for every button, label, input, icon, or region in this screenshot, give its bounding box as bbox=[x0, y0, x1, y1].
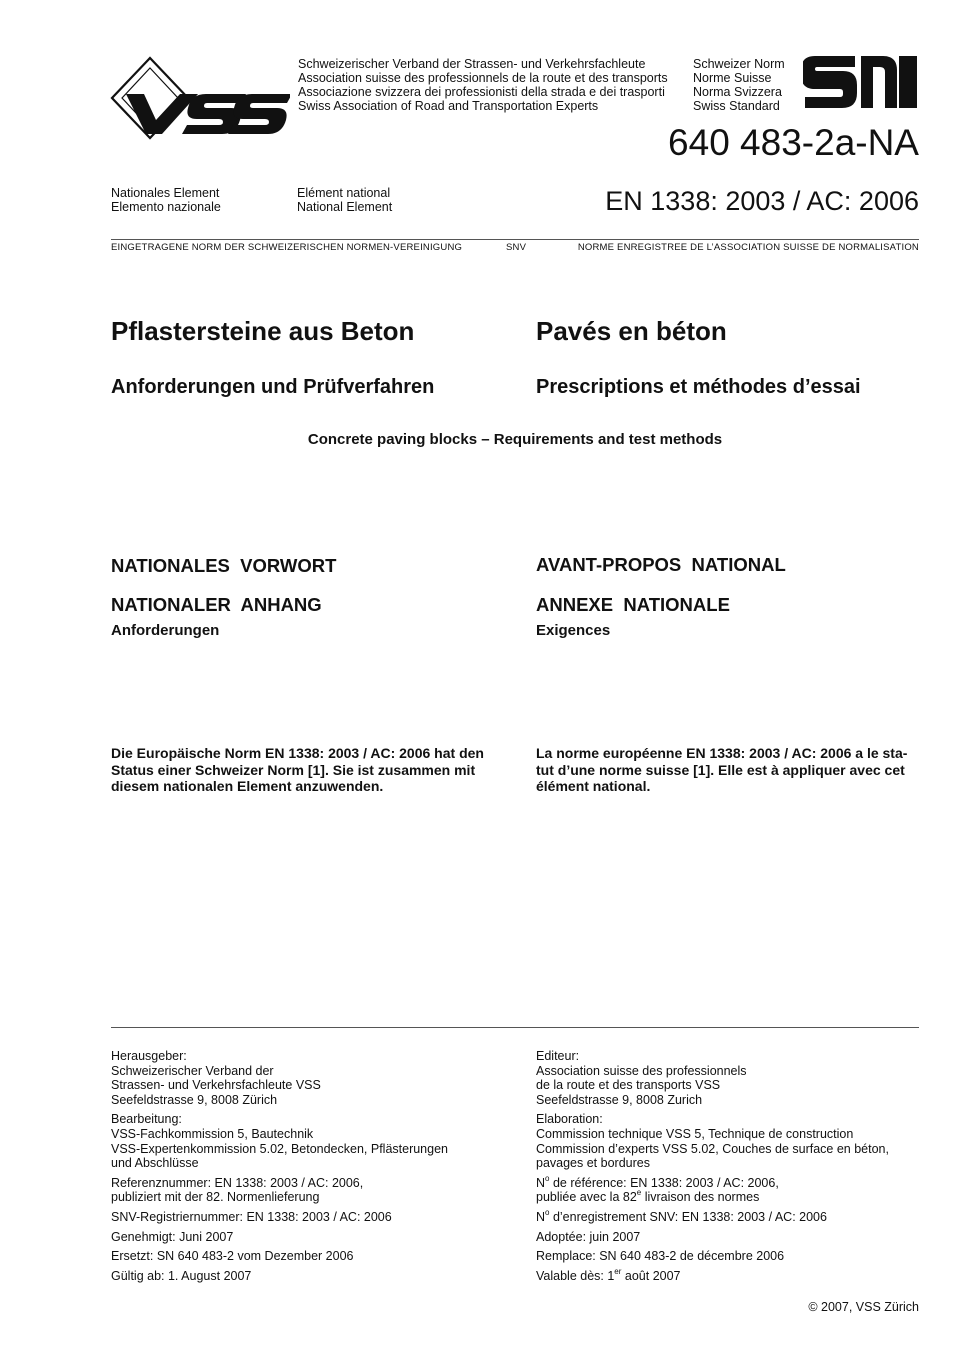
snv-text: d’enregistrement SNV: EN 1338: 2003 / AC: 2006 bbox=[549, 1209, 827, 1224]
elaboration-fr bbox=[536, 1112, 889, 1170]
annex-de: NATIONALER ANHANG bbox=[111, 594, 322, 615]
norm-line: Norme Suisse bbox=[693, 71, 772, 85]
footer-line: Seefeldstrasse 9, 8008 Zürich bbox=[111, 1092, 278, 1107]
registered-snv: SNV bbox=[506, 242, 527, 253]
footer-line: Bearbeitung: bbox=[111, 1112, 182, 1127]
footer-line: VSS-Fachkommission 5, Bautechnik bbox=[111, 1126, 314, 1141]
footer-fr bbox=[536, 1049, 889, 1288]
element-label: Nationales Element bbox=[111, 186, 220, 200]
footer-line: Commission d’experts VSS 5.02, Couches de surface en béton, bbox=[536, 1141, 889, 1156]
snv-number-fr bbox=[536, 1207, 889, 1225]
intro-line: Status einer Schweizer Norm [1]. Sie ist zusammen mit bbox=[111, 761, 476, 778]
replaces-fr: Remplace: SN 640 483-2 de décembre 2006 bbox=[536, 1249, 785, 1264]
en-reference: EN 1338: 2003 / AC: 2006 bbox=[605, 186, 919, 216]
title-en: Concrete paving blocks – Requirements and test methods bbox=[307, 431, 723, 448]
copyright: © 2007, VSS Zürich bbox=[808, 1300, 919, 1314]
approved-fr: Adoptée: juin 2007 bbox=[536, 1229, 641, 1244]
org-line: Swiss Association of Road and Transportation Experts bbox=[298, 99, 599, 113]
organisation-names bbox=[298, 57, 668, 113]
reference-fr bbox=[536, 1173, 889, 1205]
intro-line: tut d’une norme suisse [1]. Elle est à appliquer avec cet bbox=[536, 761, 905, 778]
element-label: National Element bbox=[297, 200, 393, 214]
ref-text: publiée avec la 82 bbox=[536, 1190, 637, 1205]
footer-line: und Abschlüsse bbox=[111, 1156, 199, 1171]
snv-number-de: SNV-Registriernummer: EN 1338: 2003 / AC: 2006 bbox=[111, 1209, 392, 1224]
ref-sup: o bbox=[545, 1173, 550, 1183]
subtitle-de: Anforderungen und Prüfverfahren bbox=[111, 376, 435, 398]
norm-line: Norma Svizzera bbox=[693, 85, 782, 99]
element-label: Elemento nazionale bbox=[111, 200, 221, 214]
footer-line: Strassen- und Verkehrsfachleute VSS bbox=[111, 1078, 321, 1093]
intro-fr bbox=[536, 745, 907, 795]
ref-text: de référence: EN 1338: 2003 / AC: 2006, bbox=[549, 1175, 779, 1190]
registered-fr: NORME ENREGISTREE DE L’ASSOCIATION SUISSE DE NORMALISATION bbox=[577, 242, 919, 253]
approved-de: Genehmigt: Juni 2007 bbox=[111, 1229, 234, 1244]
element-label-right bbox=[297, 186, 392, 214]
foreword-fr: AVANT-PROPOS NATIONAL bbox=[536, 554, 786, 575]
foreword-de: NATIONALES VORWORT bbox=[111, 555, 337, 576]
org-line: Associazione svizzera dei professionisti della strada e dei trasporti bbox=[298, 85, 665, 99]
intro-line: Die Europäische Norm EN 1338: 2003 / AC: 2006 hat den bbox=[111, 745, 484, 761]
footer-line bbox=[536, 1173, 889, 1191]
footer-line: de la route et des transports VSS bbox=[536, 1078, 721, 1093]
replaces-de: Ersetzt: SN 640 483-2 vom Dezember 2006 bbox=[111, 1249, 354, 1264]
valid-de: Gültig ab: 1. August 2007 bbox=[111, 1268, 252, 1283]
norm-type-names bbox=[693, 57, 785, 113]
norm-line: Swiss Standard bbox=[693, 99, 780, 113]
valid-text: août 2007 bbox=[621, 1268, 681, 1283]
footer-de bbox=[111, 1049, 448, 1288]
element-label-left bbox=[111, 186, 221, 214]
footer-line: pavages et bordures bbox=[536, 1156, 650, 1171]
footer-line: Referenznummer: EN 1338: 2003 / AC: 2006, bbox=[111, 1175, 364, 1190]
valid-sup: er bbox=[614, 1266, 622, 1276]
footer-line: Editeur: bbox=[536, 1049, 580, 1063]
snv-text: N bbox=[536, 1209, 546, 1224]
org-line: Schweizerischer Verband der Strassen- und Verkehrsfachleute bbox=[298, 57, 646, 71]
intro-de bbox=[111, 745, 484, 795]
sn-logo bbox=[803, 56, 919, 108]
footer-line: Commission technique VSS 5, Technique de construction bbox=[536, 1126, 854, 1141]
footer-line: VSS-Expertenkommission 5.02, Betondecken, Pflästerungen bbox=[111, 1141, 448, 1156]
intro-line: élément national. bbox=[536, 778, 651, 794]
elaboration-de bbox=[111, 1112, 448, 1170]
footer-line: Schweizerischer Verband der bbox=[111, 1063, 274, 1078]
registered-de: EINGETRAGENE NORM DER SCHWEIZERISCHEN NORMEN-VEREINIGUNG bbox=[111, 242, 463, 253]
ref-text: livraison des normes bbox=[641, 1190, 760, 1205]
footer-line: publiziert mit der 82. Normenlieferung bbox=[111, 1190, 320, 1205]
snv-sup: o bbox=[545, 1207, 550, 1217]
element-label: Elément national bbox=[297, 186, 391, 200]
subtitle-fr: Prescriptions et méthodes d’essai bbox=[536, 376, 861, 398]
footer-line bbox=[536, 1190, 889, 1205]
reference-de bbox=[111, 1176, 448, 1205]
header-divider bbox=[111, 239, 919, 240]
vss-logo bbox=[110, 56, 290, 140]
intro-line: La norme européenne EN 1338: 2003 / AC: 2006 a le sta- bbox=[536, 745, 908, 761]
document-number: 640 483-2a-NA bbox=[668, 122, 919, 163]
footer-line: Association suisse des professionnels bbox=[536, 1063, 747, 1078]
title-fr: Pavés en béton bbox=[536, 316, 727, 346]
valid-text: Valable dès: 1 bbox=[536, 1268, 615, 1283]
footer-line: Seefeldstrasse 9, 8008 Zurich bbox=[536, 1092, 703, 1107]
sn-logo-icon bbox=[803, 56, 919, 108]
annex-fr: ANNEXE NATIONALE bbox=[536, 594, 730, 615]
vss-logo-icon bbox=[110, 56, 290, 140]
footer-line: Elaboration: bbox=[536, 1112, 603, 1127]
norm-line: Schweizer Norm bbox=[693, 57, 785, 71]
title-de: Pflastersteine aus Beton bbox=[111, 316, 415, 346]
org-line: Association suisse des professionnels de la route et des transports bbox=[298, 71, 668, 85]
ref-text: N bbox=[536, 1175, 546, 1190]
intro-line: diesem nationalen Element anzuwenden. bbox=[111, 778, 384, 794]
footer-divider bbox=[111, 1027, 919, 1028]
ref-sup: e bbox=[636, 1188, 642, 1198]
footer-line: Herausgeber: bbox=[111, 1049, 187, 1063]
publisher-de bbox=[111, 1049, 448, 1107]
annex-sub-fr: Exigences bbox=[536, 622, 611, 639]
publisher-fr bbox=[536, 1049, 889, 1107]
valid-fr bbox=[536, 1266, 889, 1284]
annex-sub-de: Anforderungen bbox=[111, 622, 220, 639]
